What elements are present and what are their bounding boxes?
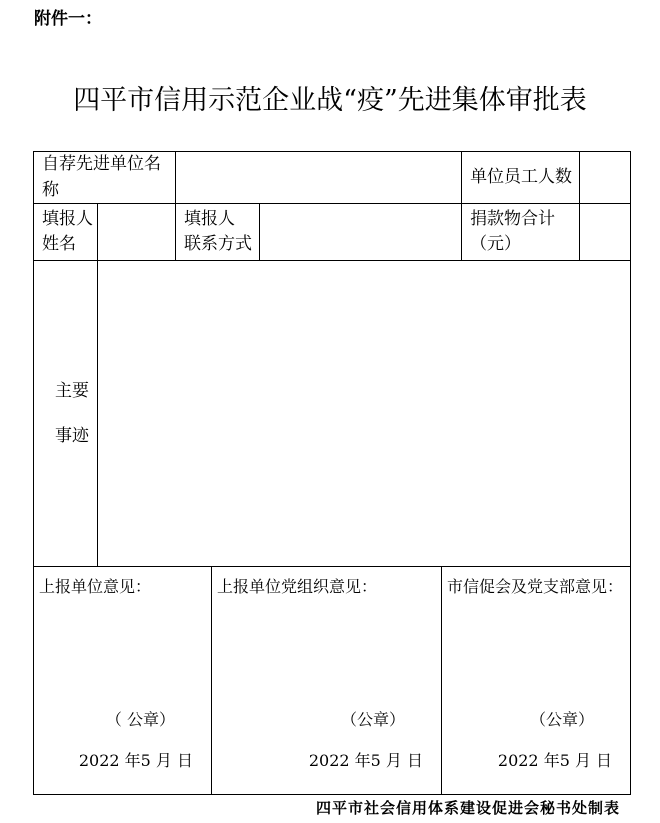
summary-label-line2: 事迹 (55, 425, 89, 446)
summary-label-line1: 主要 (55, 381, 89, 402)
filler-contact-label (176, 204, 260, 261)
unit-name-label: 自荐先进单位名称 (34, 152, 176, 204)
staff-count-label: 单位员工人数 (462, 152, 580, 204)
opinion-credit-association[interactable] (442, 567, 631, 795)
summary-label (34, 261, 98, 567)
filler-contact-label-line2: 联系方式 (184, 234, 252, 254)
opinion-reporting-unit[interactable] (34, 567, 212, 795)
opinion-seal: （公章） (530, 710, 595, 729)
staff-count-field[interactable] (580, 152, 631, 204)
opinion-date: 2022 年5 月 日 (78, 751, 193, 770)
row-summary (34, 261, 631, 567)
opinion-date: 2022 年5 月 日 (308, 751, 423, 770)
summary-field[interactable] (98, 261, 631, 567)
attachment-label: 附件一： (34, 9, 102, 29)
opinion-heading: 市信促会及党支部意见： (447, 577, 624, 596)
approval-form-table (33, 151, 631, 795)
donation-label-line1: 捐款物合计 (470, 208, 556, 229)
opinion-heading: 上报单位意见： (39, 577, 152, 596)
opinion-seal: （ 公章） (105, 710, 175, 729)
row-filler (34, 204, 631, 261)
filler-contact-field[interactable] (260, 204, 462, 261)
opinion-heading: 上报单位党组织意见： (217, 577, 378, 596)
unit-name-field[interactable] (176, 152, 462, 204)
opinion-party-organization[interactable] (212, 567, 442, 795)
form-title: 四平市信用示范企业战“疫”先进集体审批表 (73, 85, 587, 116)
filler-name-label (34, 204, 98, 261)
filler-name-label-line1: 填报人 (42, 208, 93, 229)
opinion-seal: （公章） (340, 710, 405, 729)
donation-field[interactable] (580, 204, 631, 261)
donation-label (462, 204, 580, 261)
filler-name-field[interactable] (98, 204, 176, 261)
donation-label-line2: （元） (470, 234, 522, 254)
issuer-footer: 四平市社会信用体系建设促进会秘书处制表 (315, 799, 620, 817)
row-unit (34, 152, 631, 204)
row-opinions (34, 567, 631, 795)
filler-contact-label-line1: 填报人 (184, 208, 235, 229)
filler-name-label-line2: 姓名 (42, 234, 76, 254)
opinion-date: 2022 年5 月 日 (497, 751, 613, 770)
